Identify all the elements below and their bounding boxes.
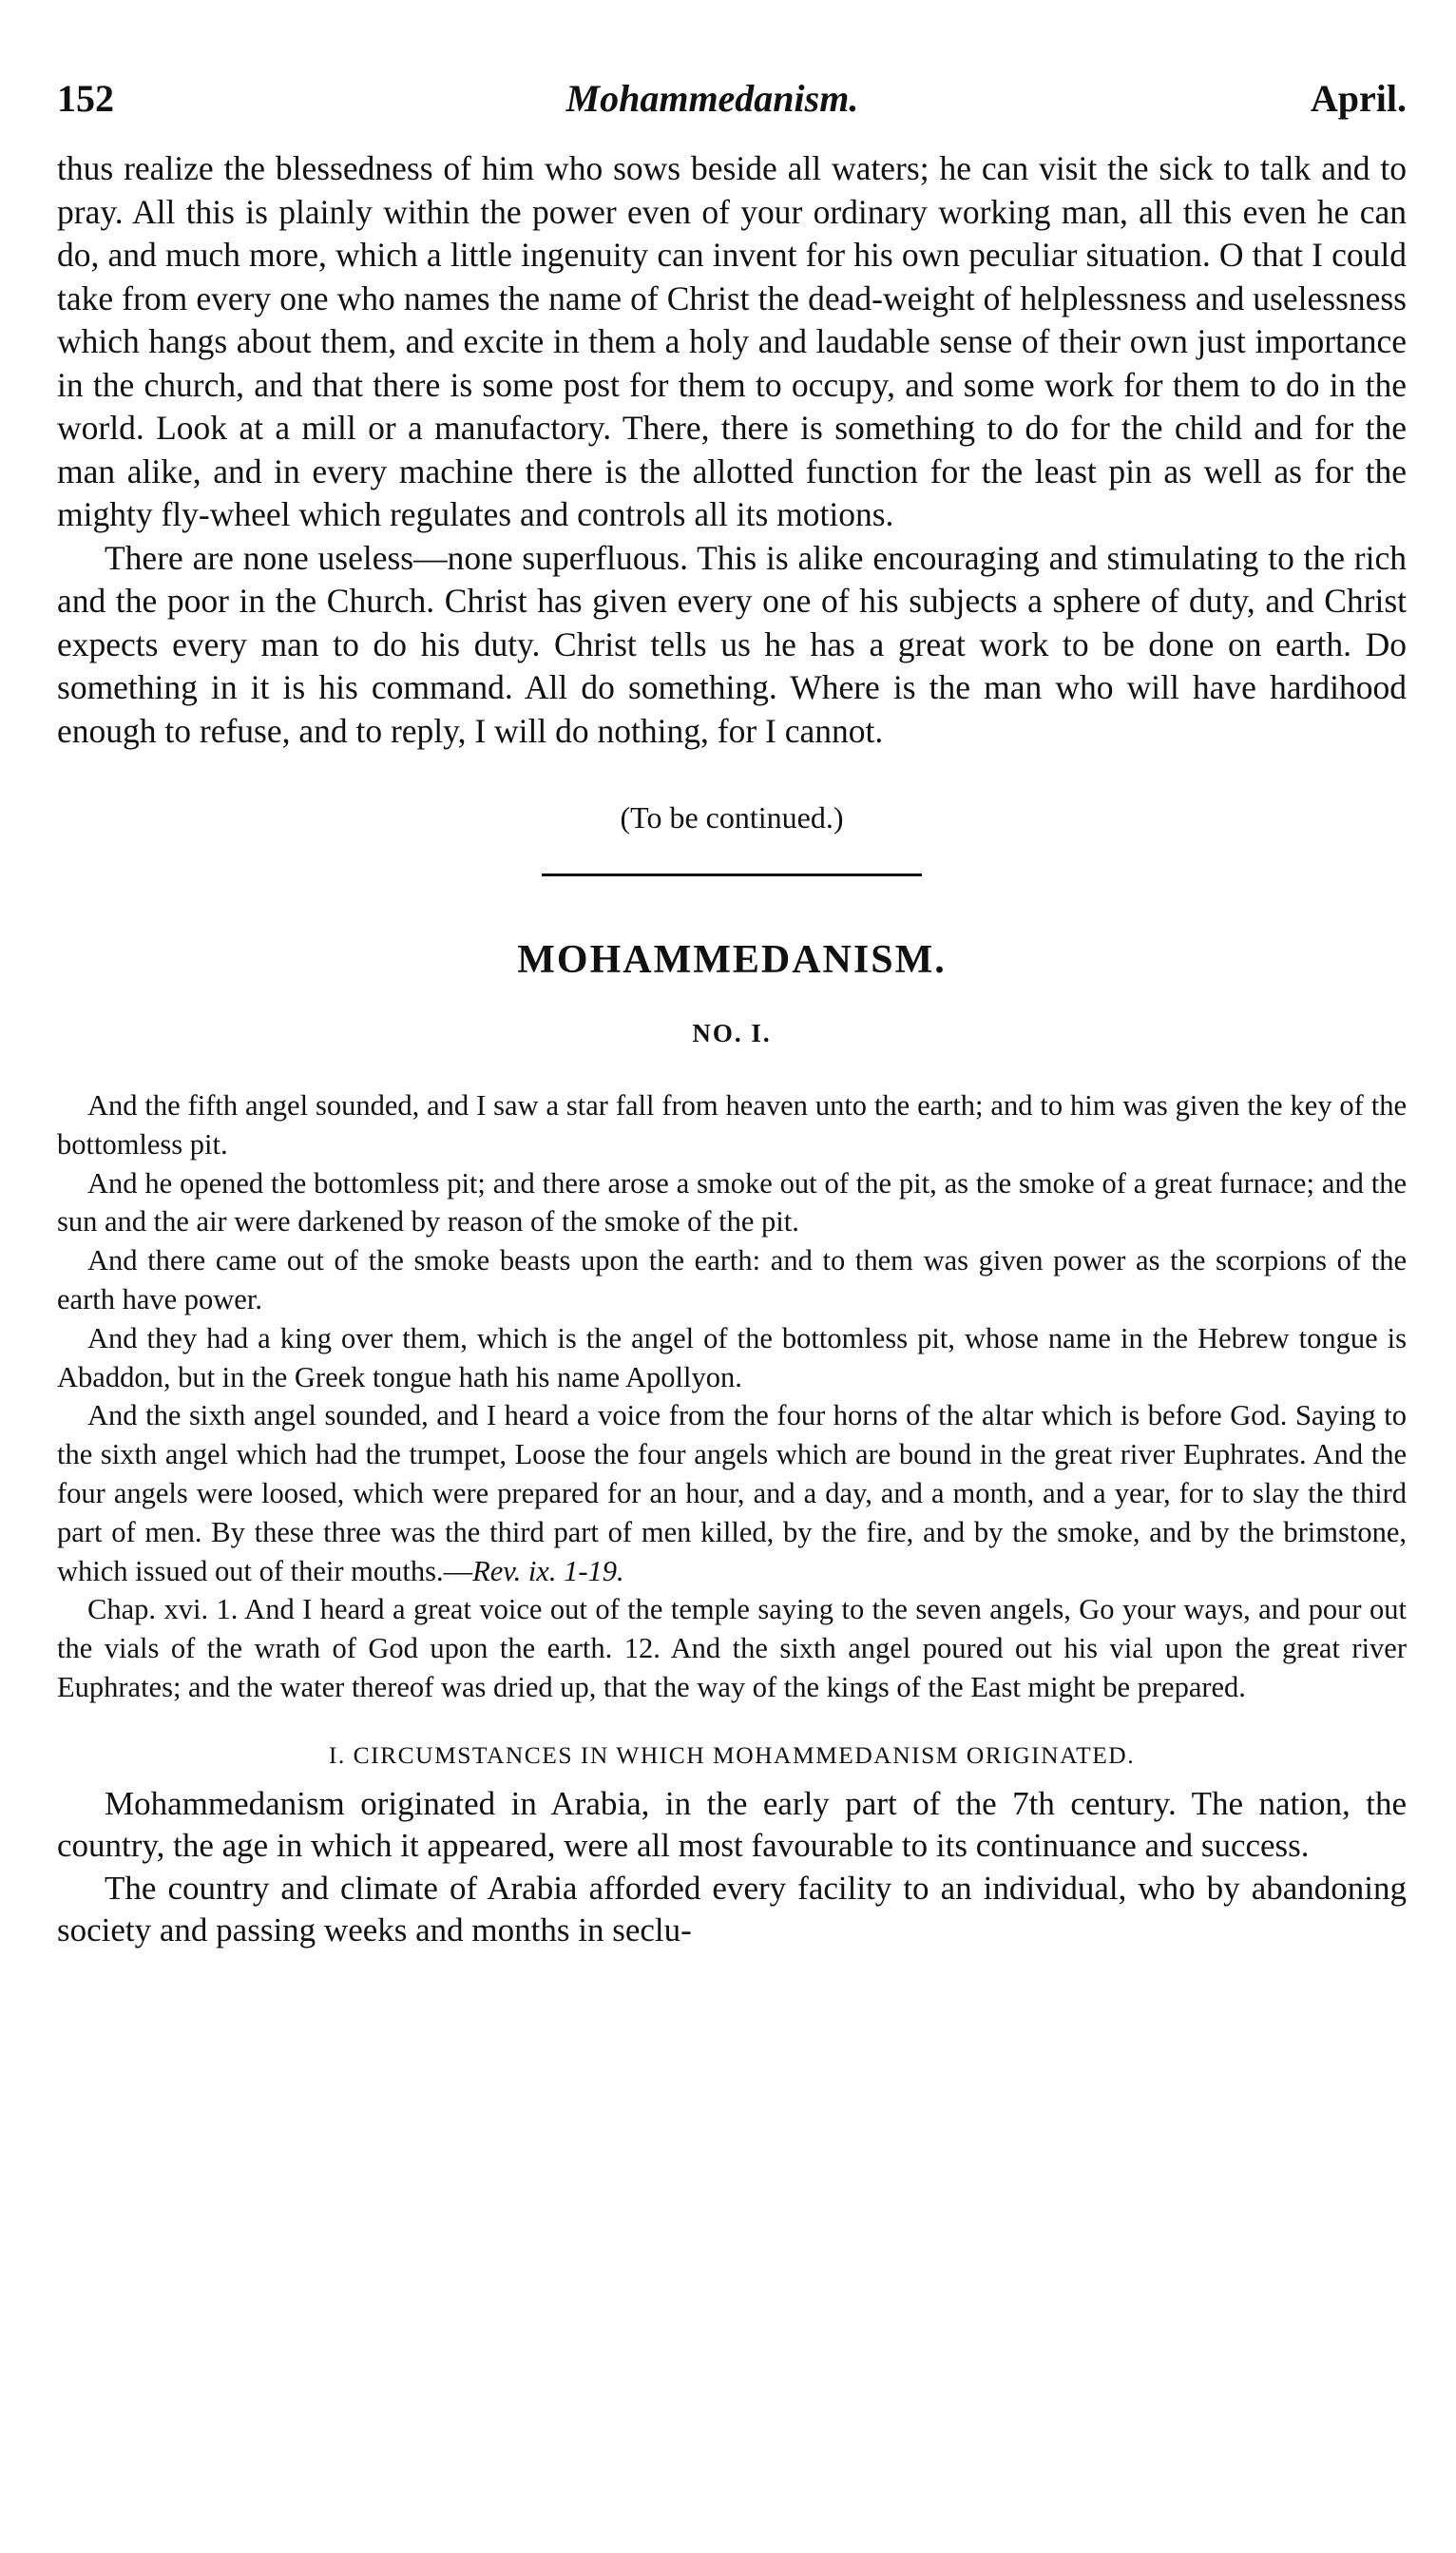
continued-paragraph: thus realize the blessedness of him who sows beside all waters; he can visit the sick to talk and to pray. All this is plainly within the power even of your ordinary working man, all this even he can do, and much more, which a little ingenuity can invent for his own peculiar situation. O that I could take from every one who names the name of Christ the dead-weight of helplessness and uselessness which hangs about them, and excite in them a holy and laudable sense of their own just importance in the church, and that there is some post for them to occupy, and some work for them to do in the world. Look at a mill or a manufactory. There, there is something to do for the child and for the man alike, and in every machine there is the allotted function for the least pin as well as for the mighty fly-wheel which regulates and controls all its motions. <box>57 149 1407 533</box>
running-head <box>57 76 1407 121</box>
book-page <box>57 76 1407 1952</box>
article-title: MOHAMMEDANISM. <box>517 938 947 982</box>
running-title: Mohammedanism. <box>565 77 859 120</box>
epigraph-verse: And the fifth angel sounded, and I saw a star fall from heaven unto the earth; and to him was given the key of the bottomless pit. <box>57 1089 1407 1161</box>
scripture-epigraph <box>57 1086 1407 1707</box>
epigraph-verse: And there came out of the smoke beasts upon the earth: and to them was given power as the scorpions of the earth have power. <box>57 1244 1407 1315</box>
article-paragraph: Mohammedanism originated in Arabia, in the early part of the 7th century. The nation, the country, the age in which it appeared, were all most favourable to its continuance and success. <box>57 1784 1407 1865</box>
scripture-reference: Rev. ix. 1-19. <box>472 1554 624 1587</box>
epigraph-verse: And they had a king over them, which is the angel of the bottomless pit, whose name in the Hebrew tongue is Abaddon, but in the Greek tongue hath his name Apollyon. <box>57 1321 1407 1393</box>
section-divider-rule <box>542 873 922 876</box>
article-number: NO. I. <box>692 1019 772 1047</box>
running-month: April. <box>1310 77 1407 120</box>
epigraph-verse-text: And the sixth angel sounded, and I heard a voice from the four horns of the altar which is before God. Saying to the sixth angel which had the trumpet, Loose the four angels which are bound in the great river Euphrates. And the four angels were loosed, which were prepared for an hour, and a day, and a month, and a year, for to slay the third part of men. By these three was the third part of men killed, by the fire, and by the smoke, and by the brimstone, which issued out of their mouths.— <box>57 1399 1407 1587</box>
to-be-continued-note: (To be continued.) <box>620 800 844 835</box>
continued-paragraph: There are none useless—none superfluous. This is alike encouraging and stimulating to the rich and the poor in the Church. Christ has given every one of his subjects a sphere of duty, and Christ expects every man to do his duty. Christ tells us he has a great work to be done on earth. Do something in it is his command. All do something. Where is the man who will have hardihood enough to refuse, and to reply, I will do nothing, for I cannot. <box>57 538 1407 750</box>
epigraph-verse: And he opened the bottomless pit; and there arose a smoke out of the pit, as the smoke of a great furnace; and the sun and the air were darkened by reason of the smoke of the pit. <box>57 1166 1407 1238</box>
article-paragraph: The country and climate of Arabia afforded every facility to an individual, who by abandoning society and passing weeks and months in seclu- <box>57 1869 1407 1949</box>
epigraph-verse <box>57 1396 1407 1590</box>
epigraph-verse: Chap. xvi. 1. And I heard a great voice out of the temple saying to the seven angels, Go your ways, and pour out the vials of the wrath of God upon the earth. 12. And the sixth angel poured out his vial upon the great river Euphrates; and the water thereof was dried up, that the way of the kings of the East might be prepared. <box>57 1593 1407 1703</box>
section-heading: I. CIRCUMSTANCES IN WHICH MOHAMMEDANISM ORIGINATED. <box>328 1740 1136 1769</box>
page-number: 152 <box>57 77 114 120</box>
